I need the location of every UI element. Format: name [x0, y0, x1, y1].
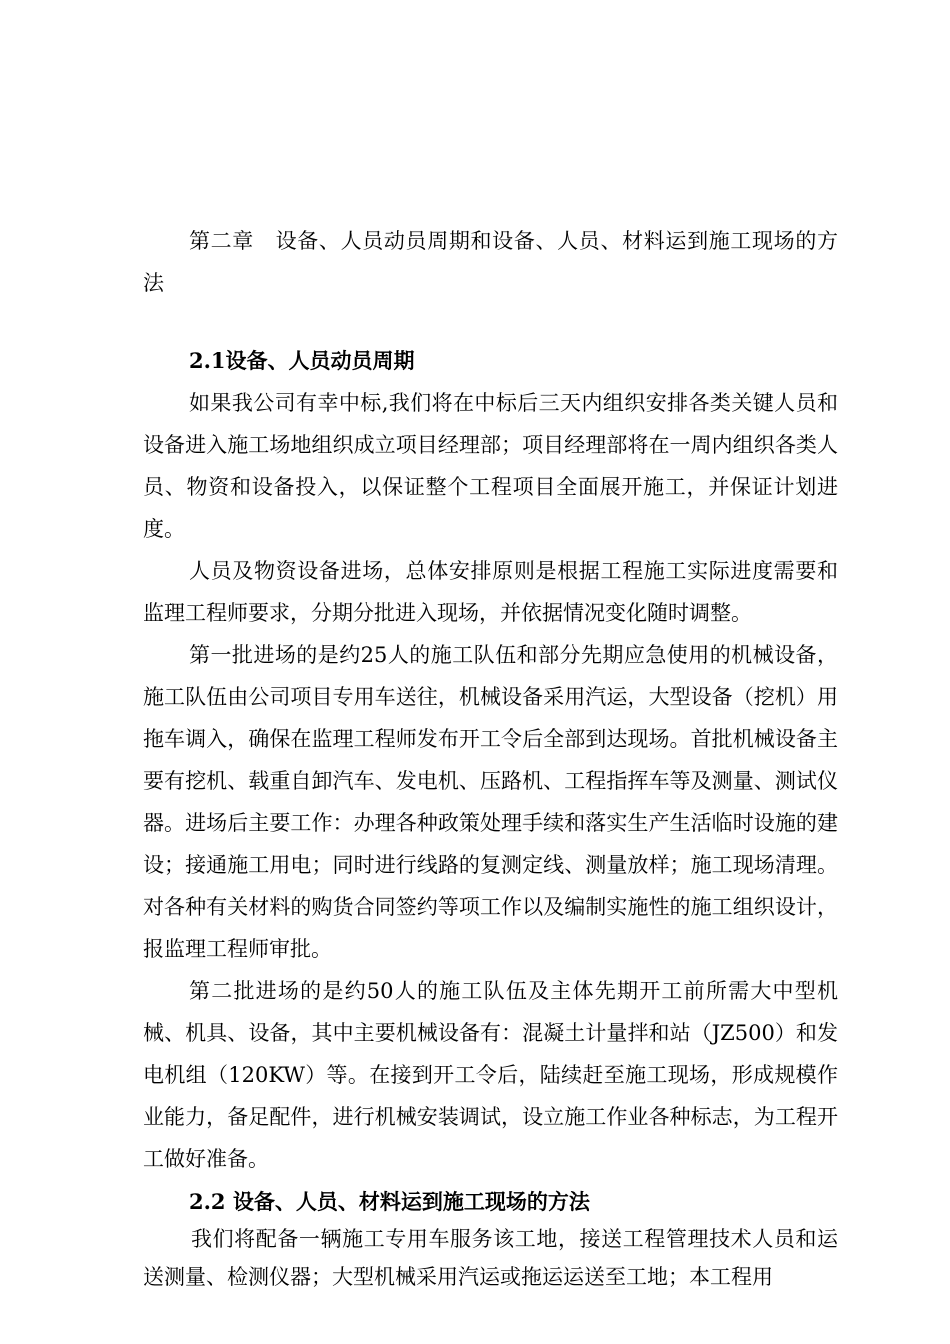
- section-heading-2-1: 2.1设备、人员动员周期: [189, 348, 415, 373]
- document-page: [143, 220, 838, 1296]
- paragraph: 人员及物资设备进场，总体安排原则是根据工程施工实际进度需要和监理工程师要求，分期分批进入现场，并依据情况变化随时调整。: [143, 559, 838, 625]
- chapter-title: 第二章 设备、人员动员周期和设备、人员、材料运到施工现场的方法: [143, 229, 838, 295]
- paragraph: 第一批进场的是约25人的施工队伍和部分先期应急使用的机械设备，施工队伍由公司项目专用车送往，机械设备采用汽运，大型设备（挖机）用拖车调入，确保在监理工程师发布开工令后全部到达现场。首批机械设备主要有挖机、载重自卸汽车、发电机、压路机、工程指挥车等及测量、测试仪器。进场后主要工作：办理各种政策处理手续和落实生产生活临时设施的建设；接通施工用电；同时进行线路的复测定线、测量放样；施工现场清理。对各种有关材料的购货合同签约等项工作以及编制实施性的施工组织设计，报监理工程师审批。: [143, 643, 838, 961]
- paragraph: 如果我公司有幸中标,我们将在中标后三天内组织安排各类关键人员和设备进入施工场地组织成立项目经理部；项目经理部将在一周内组织各类人员、物资和设备投入，以保证整个工程项目全面展开施工，并保证计划进度。: [143, 391, 838, 541]
- section-heading-2-2: 2.2 设备、人员、材料运到施工现场的方法: [189, 1189, 590, 1214]
- paragraph: 第二批进场的是约50人的施工队伍及主体先期开工前所需大中型机械、机具、设备，其中主要机械设备有：混凝土计量拌和站（JZ500）和发电机组（120KW）等。在接到开工令后，陆续赶至施工现场，形成规模作业能力，备足配件，进行机械安装调试，设立施工作业各种标志，为工程开工做好准备。: [143, 979, 838, 1171]
- paragraph: 我们将配备一辆施工专用车服务该工地，接送工程管理技术人员和运送测量、检测仪器；大型机械采用汽运或拖运运送至工地；本工程用: [143, 1227, 838, 1289]
